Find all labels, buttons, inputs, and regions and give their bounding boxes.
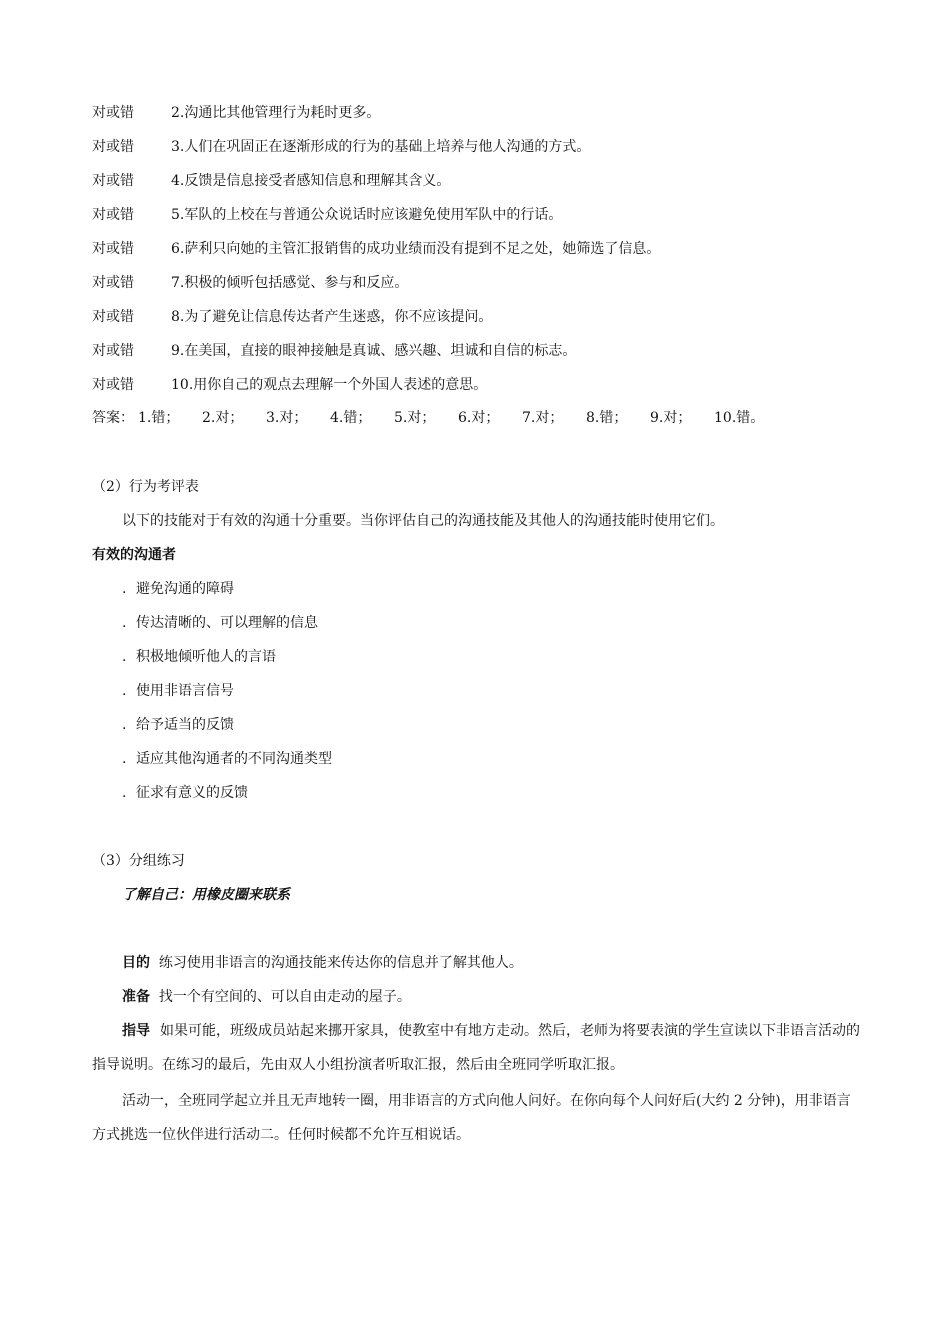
- true-false-label: 对或错: [92, 207, 134, 223]
- list-item: [122, 646, 276, 668]
- section-heading: （2）行为考评表: [92, 479, 199, 495]
- true-false-label: 对或错: [92, 139, 134, 155]
- activity-paragraph: 活动一，全班同学起立并且无声地转一圈，用非语言的方式向他人问好。在你向每个人问好后(大约 2 分钟)，用非语言方式挑选一位伙伴进行活动二。任何时候都不允许互相说话。: [92, 1093, 851, 1143]
- statement-text: 8.为了避免让信息传达者产生迷惑，你不应该提问。: [171, 309, 493, 325]
- list-item: [122, 578, 234, 600]
- section-heading: （3）分组练习: [92, 853, 185, 869]
- list-item-text: 适应其他沟通者的不同沟通类型: [136, 751, 332, 767]
- bullet-mark: .: [122, 785, 127, 801]
- statement-text: 4.反馈是信息接受者感知信息和理解其含义。: [171, 173, 451, 189]
- statement-text: 6.萨利只向她的主管汇报销售的成功业绩而没有提到不足之处，她筛选了信息。: [171, 241, 661, 257]
- answer-item: 3.对；: [266, 410, 308, 426]
- purpose-label: 目的: [122, 955, 150, 971]
- answer-item: 1.错；: [138, 410, 180, 426]
- guide-paragraph: [92, 1014, 862, 1082]
- statement-text: 5.军队的上校在与普通公众说话时应该避免使用军队中的行话。: [171, 207, 563, 223]
- statement-text: 9.在美国，直接的眼神接触是真诚、感兴趣、坦诚和自信的标志。: [171, 343, 577, 359]
- purpose-text: 练习使用非语言的沟通技能来传达你的信息并了解其他人。: [158, 955, 523, 971]
- bullet-mark: .: [122, 581, 127, 597]
- bullet-mark: .: [122, 649, 127, 665]
- true-false-label: 对或错: [92, 105, 134, 121]
- list-item-text: 征求有意义的反馈: [136, 785, 248, 801]
- list-item-text: 传达清晰的、可以理解的信息: [136, 615, 318, 631]
- list-item-text: 积极地倾听他人的言语: [136, 649, 276, 665]
- prep-label: 准备: [122, 989, 150, 1005]
- prep-paragraph: [122, 986, 411, 1008]
- list-item-text: 避免沟通的障碍: [136, 581, 234, 597]
- true-false-label: 对或错: [92, 241, 134, 257]
- list-item-text: 给予适当的反馈: [136, 717, 234, 733]
- true-false-label: 对或错: [92, 275, 134, 291]
- answer-item: 5.对；: [394, 410, 436, 426]
- exercise-title: 了解自己：用橡皮圈来联系: [122, 887, 290, 903]
- list-item-text: 使用非语言信号: [136, 683, 234, 699]
- answer-item: 7.对；: [522, 410, 564, 426]
- guide-label: 指导: [122, 1023, 150, 1039]
- answer-item: 2.对；: [202, 410, 244, 426]
- answer-item: 6.对；: [458, 410, 500, 426]
- guide-text: 如果可能，班级成员站起来挪开家具，使教室中有地方走动。然后，老师为将要表演的学生宣读以下非语言活动的指导说明。在练习的最后，先由双人小组扮演者听取汇报，然后由全班同学听取汇报。: [92, 1023, 860, 1073]
- prep-text: 找一个有空间的、可以自由走动的屋子。: [158, 989, 411, 1005]
- statement-text: 2.沟通比其他管理行为耗时更多。: [171, 105, 381, 121]
- list-item: [122, 612, 318, 634]
- list-item: [122, 680, 234, 702]
- bullet-mark: .: [122, 615, 127, 631]
- section-subheading: 有效的沟通者: [92, 547, 176, 563]
- list-item: [122, 714, 234, 736]
- true-false-label: 对或错: [92, 377, 134, 393]
- list-item: [122, 748, 332, 770]
- bullet-mark: .: [122, 751, 127, 767]
- bullet-mark: .: [122, 683, 127, 699]
- true-false-label: 对或错: [92, 343, 134, 359]
- answer-item: 4.错；: [330, 410, 372, 426]
- section-intro: 以下的技能对于有效的沟通十分重要。当你评估自己的沟通技能及其他人的沟通技能时使用它们。: [122, 513, 724, 529]
- answer-item: 10.错。: [714, 410, 765, 426]
- answer-item: 8.错；: [586, 410, 628, 426]
- list-item: [122, 782, 248, 804]
- statement-text: 10.用你自己的观点去理解一个外国人表述的意思。: [171, 377, 488, 393]
- statement-text: 7.积极的倾听包括感觉、参与和反应。: [171, 275, 409, 291]
- purpose-paragraph: [122, 952, 523, 974]
- statement-text: 3.人们在巩固正在逐渐形成的行为的基础上培养与他人沟通的方式。: [171, 139, 591, 155]
- answer-item: 9.对；: [650, 410, 692, 426]
- answer-prefix: 答案：: [92, 410, 134, 426]
- true-false-label: 对或错: [92, 173, 134, 189]
- bullet-mark: .: [122, 717, 127, 733]
- true-false-label: 对或错: [92, 309, 134, 325]
